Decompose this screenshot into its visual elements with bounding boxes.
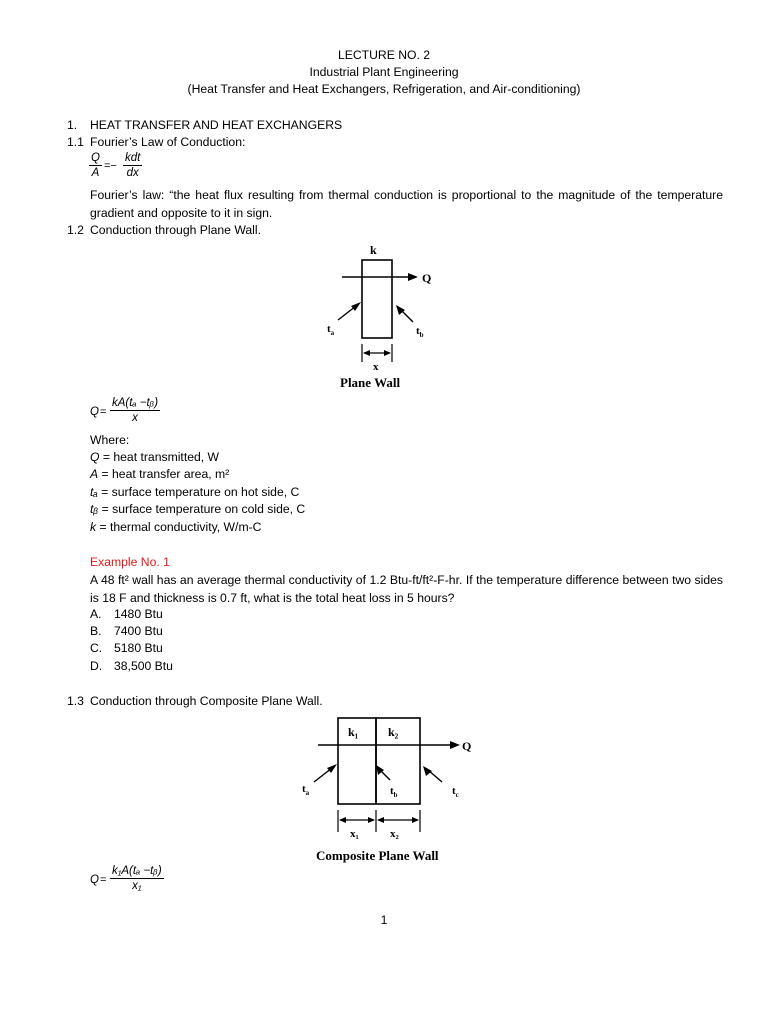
tc-label <box>452 785 459 799</box>
tc-subscript: c <box>455 791 459 799</box>
choice-letter: D. <box>90 659 103 673</box>
k1-label: k₁ <box>348 725 359 739</box>
definition-symbol: A <box>90 467 99 481</box>
ta-label <box>327 323 335 337</box>
definition-text: = surface temperature on cold side, C <box>98 502 306 516</box>
figure-caption: Composite Plane Wall <box>316 848 439 863</box>
ta-label <box>302 783 310 797</box>
formula-numerator: kA(tₐ −tᵦ) <box>112 397 159 409</box>
definition-row <box>90 485 299 499</box>
definition-symbol: tᵦ <box>90 502 99 516</box>
choice-text: 1480 Btu <box>114 607 163 621</box>
section-title: HEAT TRANSFER AND HEAT EXCHANGERS <box>90 118 343 132</box>
choice-b <box>90 624 163 638</box>
formula-numerator: k₁A(tₐ −tᵦ) <box>112 865 162 877</box>
choice-c <box>90 641 163 655</box>
formula-lhs: Q <box>90 406 99 418</box>
choice-text: 7400 Btu <box>114 624 163 638</box>
subsection-1-1-title: Fourier’s Law of Conduction: <box>90 135 246 149</box>
tc-symbol: t <box>452 785 456 797</box>
subsection-1-3-number: 1.3 <box>67 694 84 708</box>
ta-pointer-head <box>351 302 361 311</box>
page-number: 1 <box>380 913 388 927</box>
heat-flow-label: Q <box>462 739 472 753</box>
figure-caption: Plane Wall <box>340 375 401 390</box>
composite-wall-figure <box>292 712 482 872</box>
x1-arrowhead-left <box>339 817 346 823</box>
x-arrowhead-left <box>363 350 370 356</box>
definition-text: = heat transmitted, W <box>99 450 220 464</box>
x2-arrowhead-right <box>412 817 419 823</box>
ta-subscript: a <box>330 329 335 337</box>
ta-symbol: t <box>302 783 306 795</box>
formula-denominator: x <box>132 412 138 424</box>
definition-text: = thermal conductivity, W/m-C <box>96 520 262 534</box>
choice-d <box>90 659 173 673</box>
definition-symbol: k <box>90 520 97 534</box>
heat-flow-arrowhead <box>408 273 418 281</box>
ta-symbol: t <box>327 323 331 335</box>
x2-label: x₂ <box>390 828 399 840</box>
definition-row <box>90 467 229 481</box>
choice-letter: C. <box>90 641 103 655</box>
tc-pointer-head <box>423 766 432 776</box>
formula-equals: = <box>100 874 107 886</box>
x2-arrowhead-left <box>377 817 384 823</box>
tb-symbol: t <box>390 785 394 797</box>
choice-letter: B. <box>90 624 102 638</box>
definition-row <box>90 502 305 516</box>
course-title: Industrial Plant Engineering <box>309 65 459 79</box>
formula-numerator: kdt <box>125 152 141 164</box>
tb-label <box>416 325 424 339</box>
definition-symbol: Q <box>90 450 100 464</box>
choice-text: 5180 Btu <box>114 641 163 655</box>
formula-denominator: x₁ <box>132 880 142 892</box>
tb-subscript: b <box>419 331 424 339</box>
wall-rectangle <box>362 260 392 338</box>
choice-text: 38,500 Btu <box>114 659 173 673</box>
formula-numerator: Q <box>91 152 100 164</box>
section-number: 1. <box>67 118 78 132</box>
choice-a <box>90 607 163 621</box>
thickness-label: x <box>373 361 379 373</box>
example-question: A 48 ft² wall has an average thermal conductivity of 1.2 Btu-ft/ft²-F-hr. If the temperature difference between two sides is 18 F and thickness is 0.7 ft, what is the total heat loss in 5 hours? <box>90 573 723 605</box>
lecture-number: LECTURE NO. 2 <box>337 48 431 62</box>
plane-wall-fraction <box>110 397 160 424</box>
formula-equals: = <box>100 406 107 418</box>
where-label: Where: <box>90 433 130 447</box>
tb-symbol: t <box>416 325 420 337</box>
k2-label: k₂ <box>388 725 399 739</box>
subsection-1-3-title: Conduction through Composite Plane Wall. <box>90 694 323 708</box>
definition-text: = heat transfer area, m² <box>98 467 230 481</box>
conductivity-label: k <box>370 243 377 257</box>
composite-wall-fraction <box>110 865 164 892</box>
formula-equals: =− <box>104 160 117 172</box>
formula-denominator: A <box>91 167 100 179</box>
definition-text: = surface temperature on hot side, C <box>97 485 300 499</box>
definition-row <box>90 450 219 464</box>
lecture-subtitle: (Heat Transfer and Heat Exchangers, Refrigeration, and Air-conditioning) <box>187 82 581 96</box>
tb-label <box>390 785 398 799</box>
heat-flow-arrowhead <box>450 741 460 749</box>
gradient-fraction <box>123 152 142 179</box>
subsection-1-2-title: Conduction through Plane Wall. <box>90 223 261 237</box>
subsection-1-1-number: 1.1 <box>67 135 84 149</box>
x1-label: x₁ <box>350 828 359 840</box>
flux-fraction <box>89 152 102 179</box>
definition-symbol: tₐ <box>90 485 98 499</box>
formula-denominator: dx <box>126 167 139 179</box>
definition-row <box>90 520 261 534</box>
plane-wall-figure <box>310 238 470 398</box>
heat-flow-label: Q <box>422 271 432 285</box>
ta-subscript: a <box>305 789 310 797</box>
subsection-1-2-number: 1.2 <box>67 223 84 237</box>
x-arrowhead-right <box>384 350 391 356</box>
fourier-statement: Fourier’s law: “the heat flux resulting from thermal conduction is proportional to the magnitude of the temperature gradient and opposite to it in sign. <box>90 188 723 220</box>
formula-lhs: Q <box>90 874 99 886</box>
choice-letter: A. <box>90 607 102 621</box>
tb-subscript: b <box>393 791 398 799</box>
ta-pointer-head <box>327 764 337 773</box>
x1-arrowhead-right <box>368 817 375 823</box>
example-label: Example No. 1 <box>90 555 170 569</box>
